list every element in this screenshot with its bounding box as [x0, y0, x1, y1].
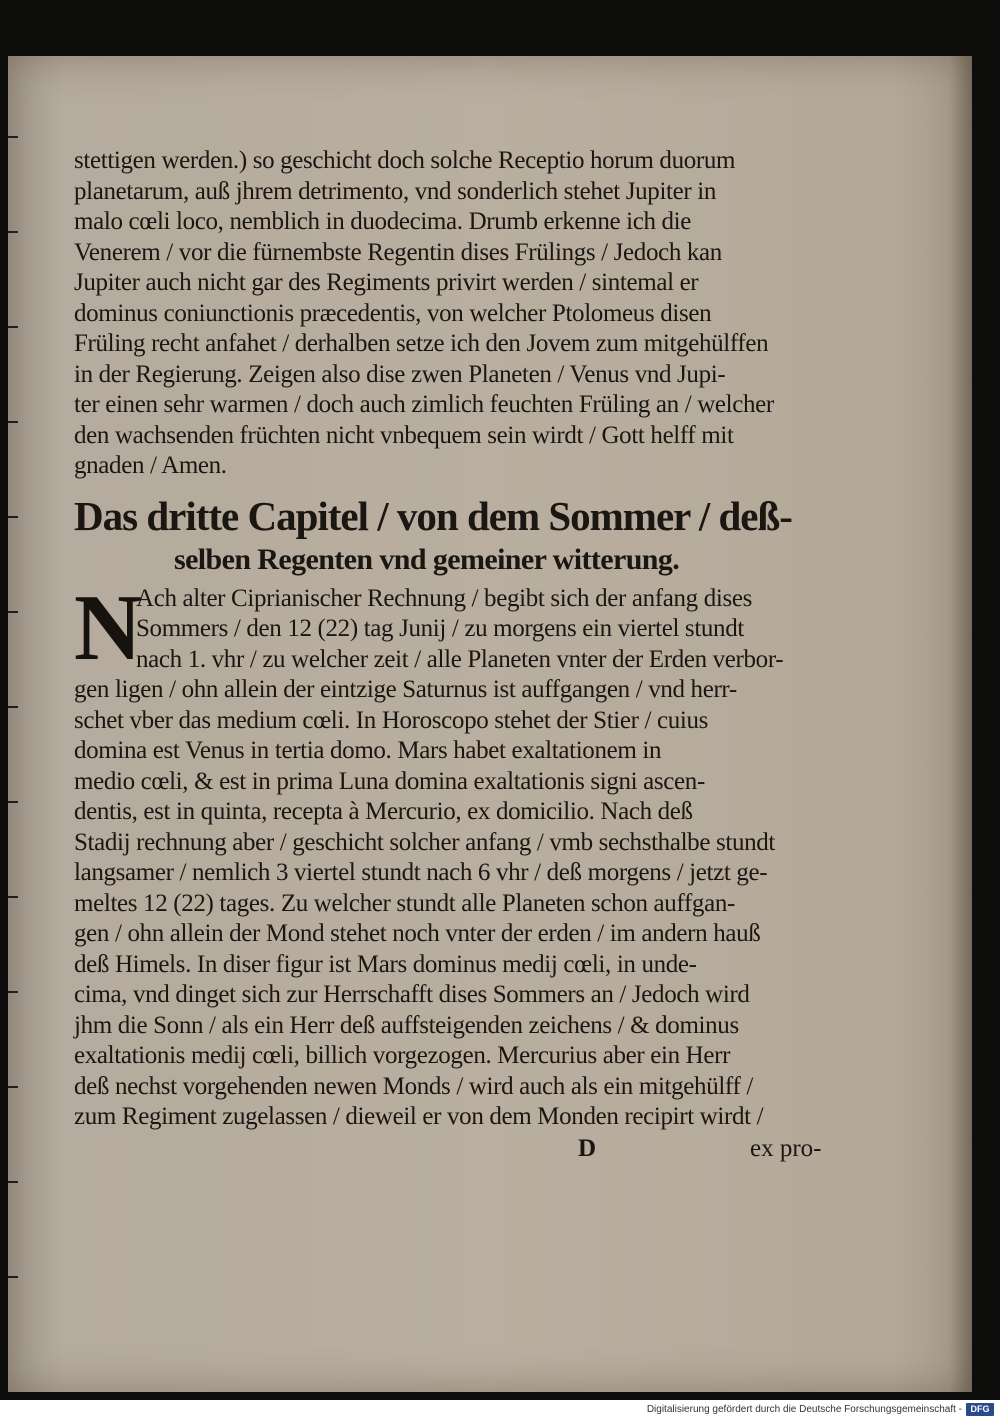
text-line: Stadij rechnung aber / geschicht solcher anfang / vmb sechsthalbe stundt — [74, 828, 775, 856]
text-line: gen ligen / ohn allein der eintzige Saturnus ist auffgangen / vnd herr- — [74, 676, 737, 703]
text-line: gnaden / Amen. — [74, 452, 227, 479]
dfg-logo-icon: DFG — [966, 1403, 994, 1416]
chapter-heading-continued: selben Regenten vnd gemeiner witterung. — [174, 542, 680, 576]
page-text — [74, 146, 850, 1169]
text-line: dominus coniunctionis præcedentis, von welcher Ptolomeus disen — [74, 299, 712, 327]
text-line: jhm die Sonn / als ein Herr deß auffsteigenden zeichens / & dominus — [74, 1011, 739, 1039]
text-line: langsamer / nemlich 3 viertel stundt nach 6 vhr / deß morgens / jetzt ge- — [74, 859, 768, 886]
text-line: zum Regiment zugelassen / dieweil er von dem Monden recipirt wirdt / — [74, 1103, 764, 1130]
text-line: deß Himels. In diser figur ist Mars dominus medij cœli, in unde- — [74, 950, 697, 978]
text-line: ter einen sehr warmen / doch auch zimlich feuchten Früling an / welcher — [74, 391, 774, 418]
page-edge-shadow — [950, 56, 972, 1392]
text-line: in der Regierung. Zeigen also dise zwen Planeten / Venus vnd Jupi- — [74, 360, 726, 388]
text-line: cima, vnd dinget sich zur Herrschafft dises Sommers an / Jedoch wird — [74, 981, 750, 1008]
funding-credit: Digitalisierung gefördert durch die Deutsche Forschungsgemeinschaft - — [646, 1404, 962, 1415]
text-line: Früling recht anfahet / derhalben setze ich den Jovem zum mitgehülffen — [74, 330, 769, 357]
text-line: exaltationis medij cœli, billich vorgezogen. Mercurius aber ein Herr — [74, 1042, 731, 1069]
text-line: stettigen werden.) so geschicht doch solche Receptio horum duorum — [74, 147, 736, 174]
text-line: Venerem / vor die fürnembste Regentin dises Frülings / Jedoch kan — [74, 238, 722, 266]
text-line: deß nechst vorgehenden newen Monds / wird auch als ein mitgehülff / — [74, 1072, 753, 1100]
page-footer-marks — [74, 1135, 850, 1169]
text-line: Ach alter Ciprianischer Rechnung / begibt sich der anfang dises — [136, 584, 752, 612]
chapter-heading: Das dritte Capitel / von dem Sommer / deß- — [74, 492, 792, 539]
catchword: ex pro- — [750, 1134, 822, 1162]
preceding-paragraph — [74, 146, 850, 482]
text-line: schet vber das medium cœli. In Horoscopo stehet der Stier / cuius — [74, 706, 709, 734]
text-line: den wachsenden früchten nicht vnbequem sein wirdt / Gott helff mit — [74, 421, 734, 449]
text-line: domina est Venus in tertia domo. Mars habet exaltationem in — [74, 737, 662, 764]
chapter-body — [74, 675, 850, 1133]
funding-footer — [0, 1400, 1000, 1420]
text-line: meltes 12 (22) tages. Zu welcher stundt alle Planeten schon auffgan- — [74, 889, 735, 917]
text-line: dentis, est in quinta, recepta à Mercurio, ex domicilio. Nach deß — [74, 798, 693, 825]
text-line: malo cœli loco, nemblich in duodecima. Drumb erkenne ich die — [74, 208, 692, 235]
text-line: gen / ohn allein der Mond stehet noch vnter der erden / im andern hauß — [74, 920, 761, 947]
text-line: nach 1. vhr / zu welcher zeit / alle Planeten vnter der Erden verbor- — [136, 645, 784, 673]
book-page — [8, 56, 972, 1392]
text-line: Jupiter auch nicht gar des Regiments privirt werden / sintemal er — [74, 269, 699, 296]
binding-margin — [8, 136, 18, 1316]
signature-mark: D — [578, 1134, 597, 1162]
text-line: medio cœli, & est in prima Luna domina exaltationis signi ascen- — [74, 767, 705, 795]
drop-cap-initial: N — [74, 575, 142, 680]
text-line: Sommers / den 12 (22) tag Junij / zu morgens ein viertel stundt — [136, 615, 744, 642]
text-line: planetarum, auß jhrem detrimento, vnd sonderlich stehet Jupiter in — [74, 177, 717, 205]
chapter-first-paragraph — [74, 575, 850, 680]
